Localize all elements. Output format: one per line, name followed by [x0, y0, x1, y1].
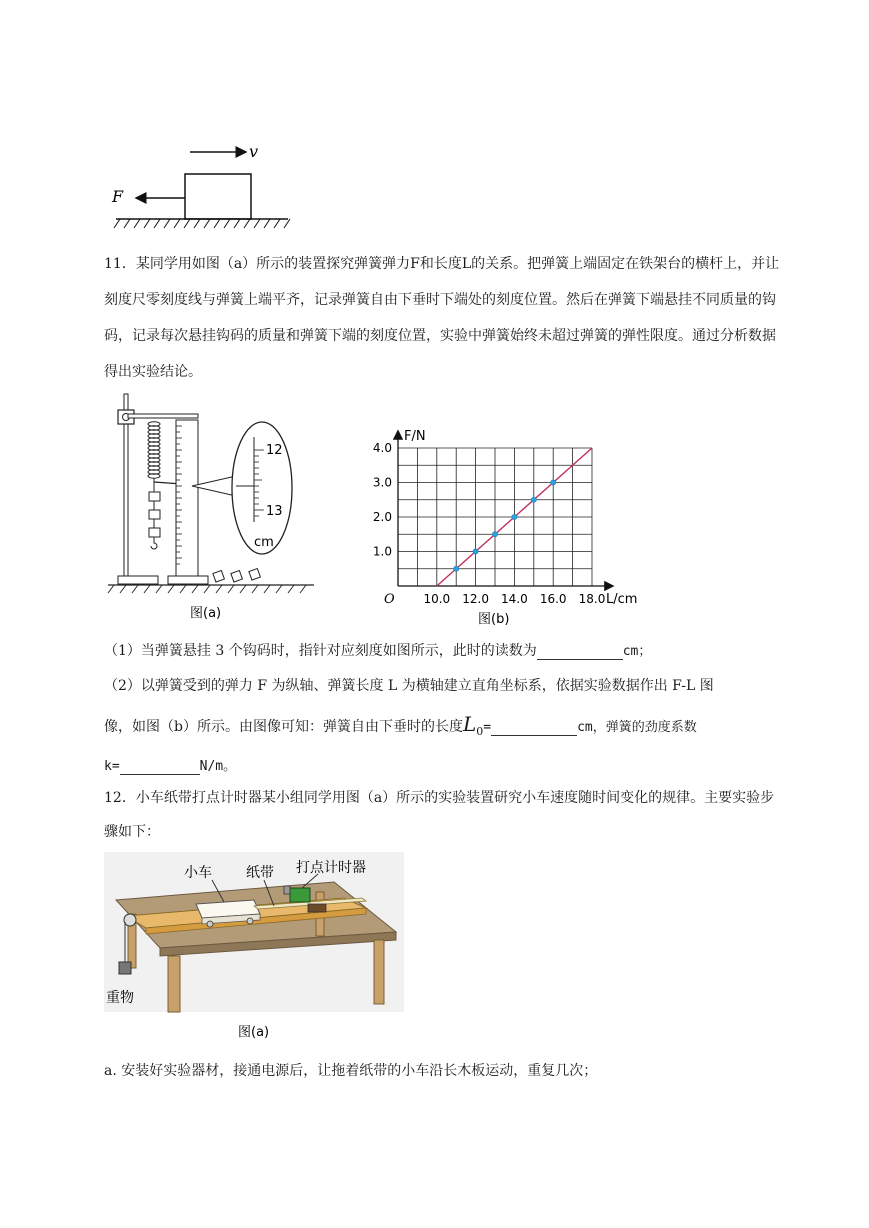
x-axis-label: L/cm — [606, 592, 638, 607]
fig-12a-caption: 图(a) — [238, 1025, 270, 1040]
data-point — [492, 532, 497, 537]
chart-axes — [398, 432, 612, 586]
x-tick-label: 14.0 — [501, 592, 528, 606]
scale-bottom-label: 13 — [266, 504, 283, 519]
cart-label: 小车 — [184, 865, 212, 881]
l0-subscript: 0 — [476, 724, 484, 738]
weight-label: 重物 — [106, 990, 134, 1006]
q11-stem: 11．某同学用如图（a）所示的装置探究弹簧弹力F和长度L的关系。把弹簧上端固定在铁架台的横杆上，并让刻度尺零刻度线与弹簧上端平齐，记录弹簧自由下垂时下端处的刻度位置。然后在弹簧下端悬挂不同质量的钩码，记录每次悬挂钩码的质量和弹簧下端的刻度位置，实验中弹簧始终未超过弹簧的弹性限度。通过分析数据得出实验结论。 — [104, 256, 780, 380]
velocity-label: v — [249, 142, 259, 161]
fig-a-caption: 图(a) — [190, 606, 222, 621]
data-point — [512, 514, 517, 519]
block — [185, 174, 251, 219]
ground-weights — [213, 569, 261, 583]
q11-part2-unit1: cm，弹簧的劲度系数 — [577, 720, 697, 735]
q11-part2-line2 — [104, 712, 697, 738]
answer-blank-1[interactable] — [537, 643, 623, 660]
spring-stand-figure — [104, 392, 319, 624]
table-leg — [168, 956, 180, 1012]
force-label: F — [112, 187, 124, 206]
fig-b-caption: 图(b) — [478, 612, 510, 625]
tape-label: 纸带 — [246, 865, 274, 881]
block-force-figure — [110, 140, 300, 235]
data-point — [531, 497, 536, 502]
spring — [148, 422, 160, 478]
q12-step-a: a. 安装好实验器材，接通电源后，让拖着纸带的小车沿长木板运动，重复几次； — [104, 1063, 598, 1079]
k-prefix: k= — [104, 759, 120, 774]
x-tick-label: 10.0 — [423, 592, 451, 606]
chart-tick-labels — [373, 441, 605, 606]
stand-base — [118, 576, 158, 584]
q11-part2-line3 — [104, 755, 236, 775]
q11-part1 — [104, 640, 651, 660]
l0-eq: = — [483, 720, 492, 735]
y-tick-label: 4.0 — [372, 441, 392, 455]
x-tick-label: 12.0 — [462, 592, 489, 606]
y-tick-label: 1.0 — [372, 544, 392, 559]
data-point — [454, 566, 459, 571]
answer-blank-2[interactable] — [491, 719, 577, 736]
q12-stem: 12．小车纸带打点计时器某小组同学用图（a）所示的实验装置研究小车速度随时间变化的规律。主要实验步骤如下： — [104, 790, 775, 840]
answer-blank-3[interactable] — [120, 758, 200, 775]
q11-part1-text: （1）当弹簧悬挂 3 个钩码时，指针对应刻度如图所示，此时的读数为 — [104, 643, 537, 659]
scale-unit-label: cm — [254, 535, 274, 550]
q11-part2-unit2: N/m。 — [199, 759, 237, 774]
q11-part2-text2: 像，如图（b）所示。由图像可知：弹簧自由下垂时的长度 — [104, 719, 463, 735]
data-point — [473, 549, 478, 554]
x-tick-label: 18.0 — [578, 592, 606, 606]
y-tick-label: 2.0 — [372, 510, 392, 524]
timer — [290, 888, 310, 902]
x-tick-label: 16.0 — [539, 592, 567, 606]
q11-part1-unit: cm； — [622, 644, 652, 659]
weight — [119, 962, 131, 974]
l0-symbol: L — [462, 712, 477, 736]
hook-weights — [149, 478, 160, 549]
chart-grid — [398, 448, 592, 586]
ground-hatching — [114, 219, 290, 228]
origin-label: O — [384, 592, 395, 607]
callout-pointer — [192, 476, 236, 496]
data-point — [551, 480, 556, 485]
pulley — [124, 914, 136, 926]
f-l-chart — [360, 420, 640, 625]
cart-timer-figure — [104, 852, 404, 1042]
crossbar — [128, 414, 198, 418]
scale-top-label: 12 — [266, 443, 283, 458]
y-tick-label: 3.0 — [372, 475, 392, 490]
y-axis-label: F/N — [404, 429, 426, 444]
timer-label: 打点计时器 — [296, 860, 366, 876]
q11-part2-line1: （2）以弹簧受到的弹力 F 为纵轴、弹簧长度 L 为横轴建立直角坐标系，依据实验数据作出 F-L 图 — [104, 678, 714, 694]
